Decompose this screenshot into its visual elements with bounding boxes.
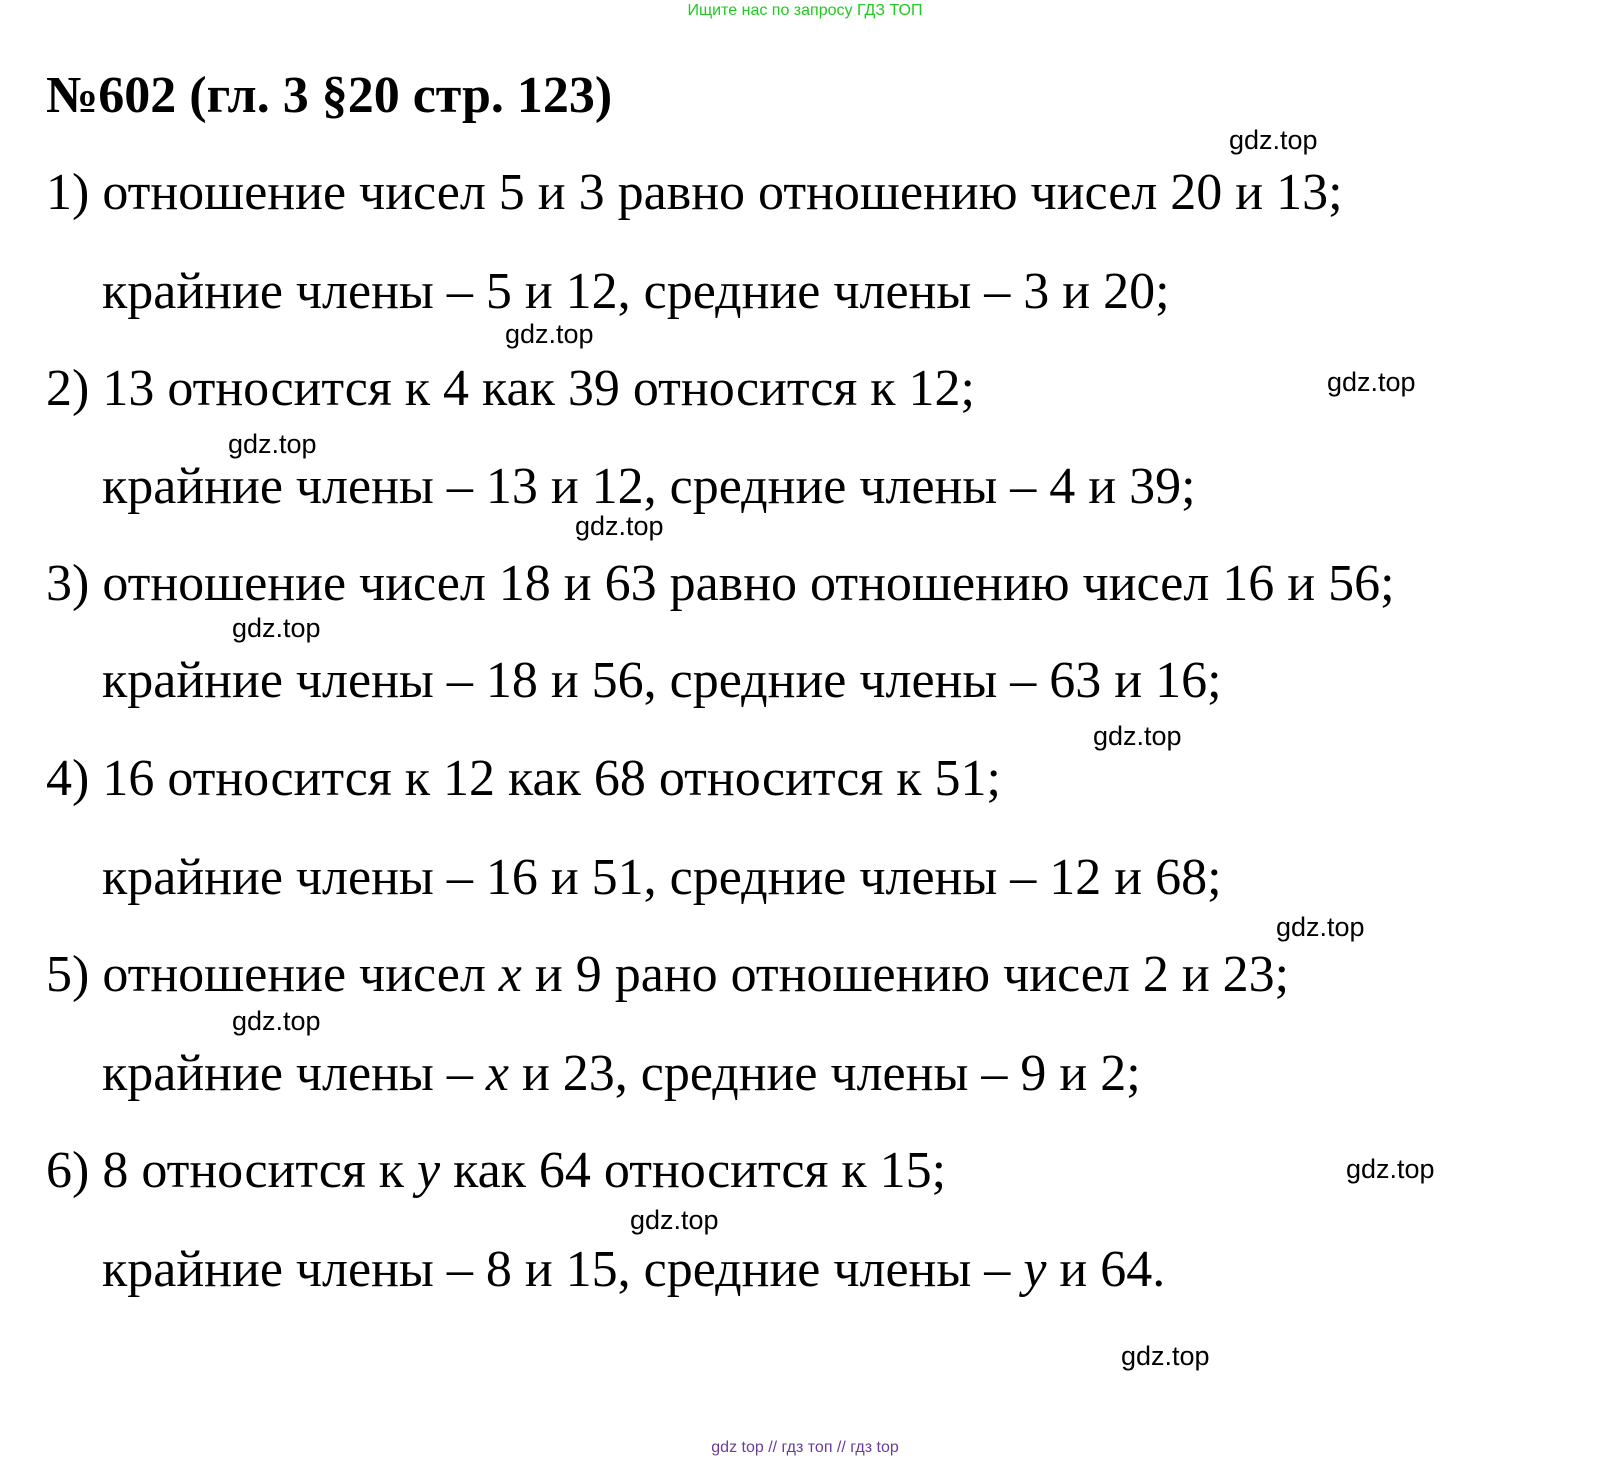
- footer-links[interactable]: gdz top // гдз топ // гдз top: [711, 1439, 899, 1456]
- watermark: gdz.top: [232, 1006, 321, 1036]
- variable-x: x: [485, 1045, 509, 1102]
- watermark: gdz.top: [575, 511, 664, 541]
- item-1-members: крайние члены – 5 и 12, средние члены – 3 и 20;: [102, 263, 1170, 320]
- watermark: gdz.top: [1093, 721, 1182, 751]
- watermark: gdz.top: [1229, 125, 1318, 155]
- item-4-statement: 4) 16 относится к 12 как 68 относится к 51;: [46, 750, 1001, 807]
- item-2-members: крайние члены – 13 и 12, средние члены – 4 и 39;: [102, 458, 1196, 515]
- item-5-statement: 5) отношение чисел x и 9 рано отношению чисел 2 и 23;: [46, 946, 1290, 1003]
- watermark: gdz.top: [228, 429, 317, 459]
- item-6-statement: 6) 8 относится к y как 64 относится к 15;: [46, 1142, 947, 1199]
- watermark: gdz.top: [630, 1205, 719, 1235]
- item-1-statement: 1) отношение чисел 5 и 3 равно отношению чисел 20 и 13;: [46, 164, 1343, 221]
- item-6-members: крайние члены – 8 и 15, средние члены – y и 64.: [102, 1241, 1166, 1298]
- variable-y: y: [417, 1142, 441, 1199]
- item-4-members: крайние члены – 16 и 51, средние члены – 12 и 68;: [102, 849, 1222, 906]
- watermark: gdz.top: [1121, 1341, 1210, 1371]
- watermark: gdz.top: [1276, 912, 1365, 942]
- variable-y: y: [1023, 1241, 1047, 1298]
- top-search-hint[interactable]: Ищите нас по запросу ГДЗ ТОП: [687, 2, 923, 19]
- variable-x: x: [498, 946, 522, 1003]
- watermark: gdz.top: [505, 319, 594, 349]
- item-3-statement: 3) отношение чисел 18 и 63 равно отношению чисел 16 и 56;: [46, 555, 1395, 612]
- item-2-statement: 2) 13 относится к 4 как 39 относится к 12;: [46, 360, 975, 417]
- item-3-members: крайние члены – 18 и 56, средние члены – 63 и 16;: [102, 652, 1222, 709]
- watermark: gdz.top: [232, 613, 321, 643]
- watermark: gdz.top: [1327, 367, 1416, 397]
- page-title: №602 (гл. 3 §20 стр. 123): [46, 67, 613, 124]
- watermark: gdz.top: [1346, 1154, 1435, 1184]
- item-5-members: крайние члены – x и 23, средние члены – 9 и 2;: [102, 1045, 1141, 1102]
